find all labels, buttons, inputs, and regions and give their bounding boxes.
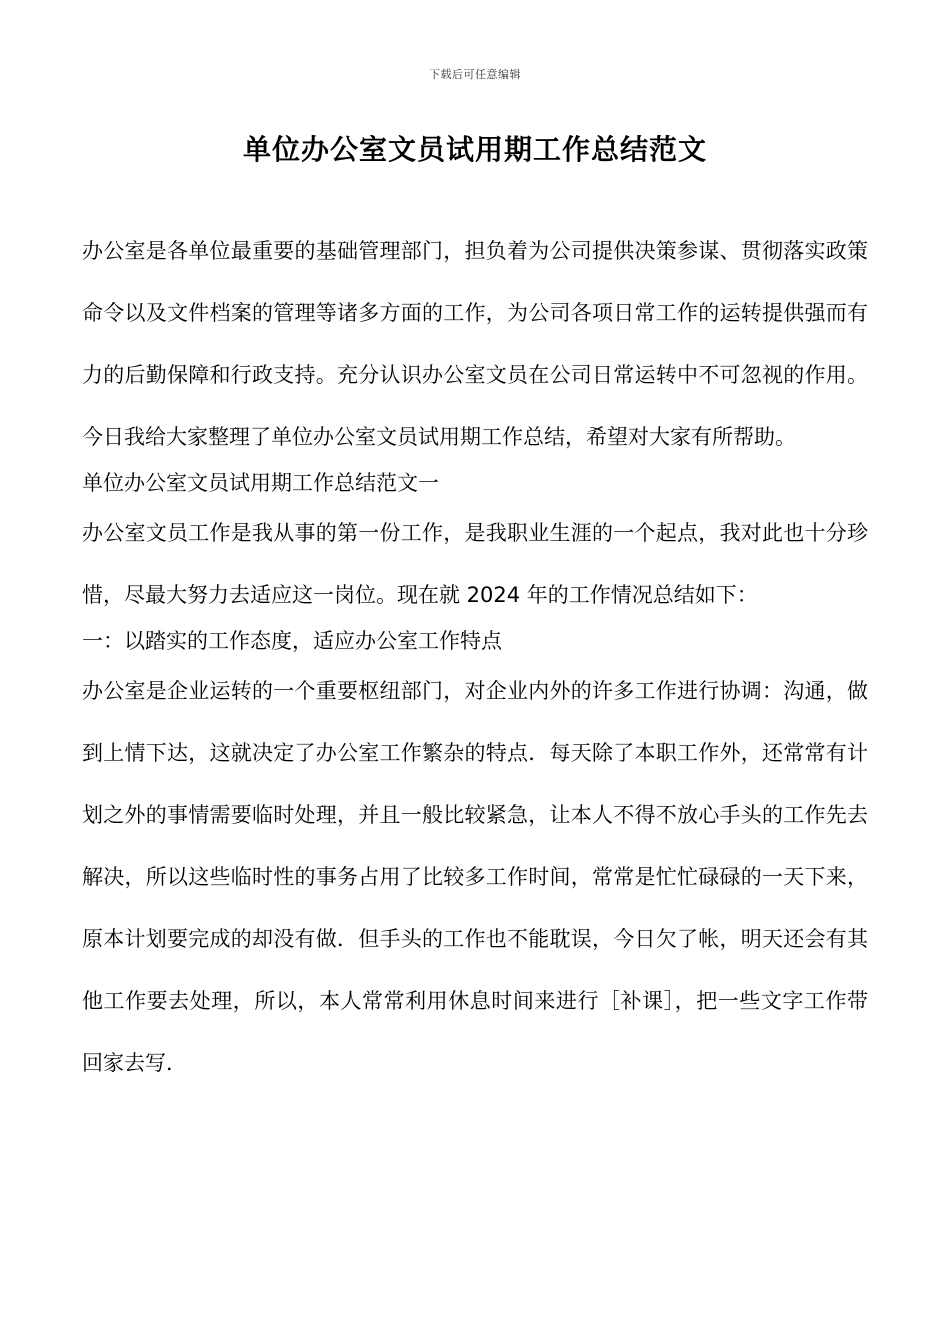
body-paragraph-1: 办公室文员工作是我从事的第一份工作，是我职业生涯的一个起点，我对此也十分珍惜，尽最大努力去适应这一岗位。现在就 2024 年的工作情况总结如下：: [82, 521, 868, 607]
section-heading: 单位办公室文员试用期工作总结范文一: [82, 471, 439, 495]
intro-paragraph: 办公室是各单位最重要的基础管理部门，担负着为公司提供决策参谋、贯彻落实政策命令以及文件档案的管理等诸多方面的工作，为公司各项日常工作的运转提供强而有力的后勤保障和行政支持。充分认识办公室文员在公司日常运转中不可忽视的作用。今日我给大家整理了单位办公室文员试用期工作总结，希望对大家有所帮助。: [82, 239, 868, 449]
document-title: 单位办公室文员试用期工作总结范文: [242, 133, 707, 166]
document-body: [82, 220, 868, 1094]
subsection-heading: 一：以踏实的工作态度，适应办公室工作特点: [82, 629, 502, 653]
header-note: 下载后可任意编辑: [429, 68, 521, 81]
body-paragraph-2: 办公室是企业运转的一个重要枢纽部门，对企业内外的许多工作进行协调：沟通，做到上情下达，这就决定了办公室工作繁杂的特点．每天除了本职工作外，还常常有计划之外的事情需要临时处理，并且一般比较紧急，让本人不得不放心手头的工作先去解决，所以这些临时性的事务占用了比较多工作时间，常常是忙忙碌碌的一天下来，原本计划要完成的却没有做．但手头的工作也不能耽误，今日欠了帐，明天还会有其他工作要去处理，所以，本人常常利用休息时间来进行［补课］，把一些文字工作带回家去写．: [82, 679, 868, 1075]
